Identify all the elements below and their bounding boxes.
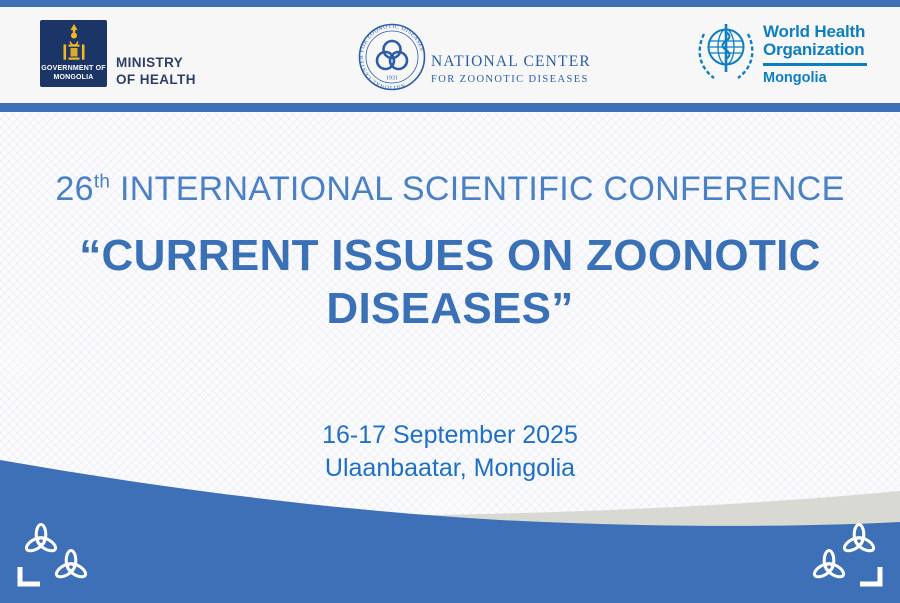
who-wordmark [763,23,867,86]
conference-label: INTERNATIONAL SCIENTIFIC CONFERENCE [110,170,845,208]
conference-title-line1: “CURRENT ISSUES ON ZOONOTIC [79,231,821,280]
ministry-name-line2: OF HEALTH [116,72,196,87]
ministry-name-line1: MINISTRY [116,55,184,70]
who-country-label: Mongolia [763,69,827,86]
conference-location: Ulaanbaatar, Mongolia [324,454,576,482]
ministry-emblem-caption-line2: MONGOLIA [53,73,94,81]
ministry-of-health-name [116,54,196,88]
top-accent-strip [0,0,900,7]
conference-subtitle [0,170,900,209]
header-logo-bar [0,7,900,103]
bottom-wave [0,458,900,603]
ornament-knot-left-icon [14,520,100,590]
ministry-of-health-logo [40,20,107,87]
zoonotic-center-name-line2: FOR ZOONOTIC DISEASES [431,74,589,85]
ministry-emblem-caption [40,65,107,82]
zoonotic-center-seal-icon [357,18,427,96]
conference-date: 16-17 September 2025 [322,421,578,449]
conference-ordinal: th [93,171,111,193]
header-divider-bar [0,103,900,112]
who-name-line1: World Health [763,22,866,41]
banner-body [0,112,900,603]
seal-year: 1931 [386,75,398,82]
conference-title [40,229,860,335]
ministry-emblem-caption-line1: GOVERNMENT OF [41,65,106,72]
seal-trefoil-emblem [377,41,407,69]
who-separator-line [763,63,867,66]
who-name-line2: Organization [763,39,865,59]
conference-title-line2: DISEASES” [326,284,574,333]
who-emblem-icon [694,20,758,84]
conference-number: 26 [55,170,94,208]
zoonotic-center-name-line1: NATIONAL CENTER [431,53,591,70]
zoonotic-center-name [431,53,591,85]
wave-blue [0,460,900,603]
ornament-knot-right-icon [800,520,886,590]
seal-ring-text: NATIONAL CENTER FOR ZOONOTIC DISEASES [358,23,425,91]
soyombo-icon [59,24,89,62]
